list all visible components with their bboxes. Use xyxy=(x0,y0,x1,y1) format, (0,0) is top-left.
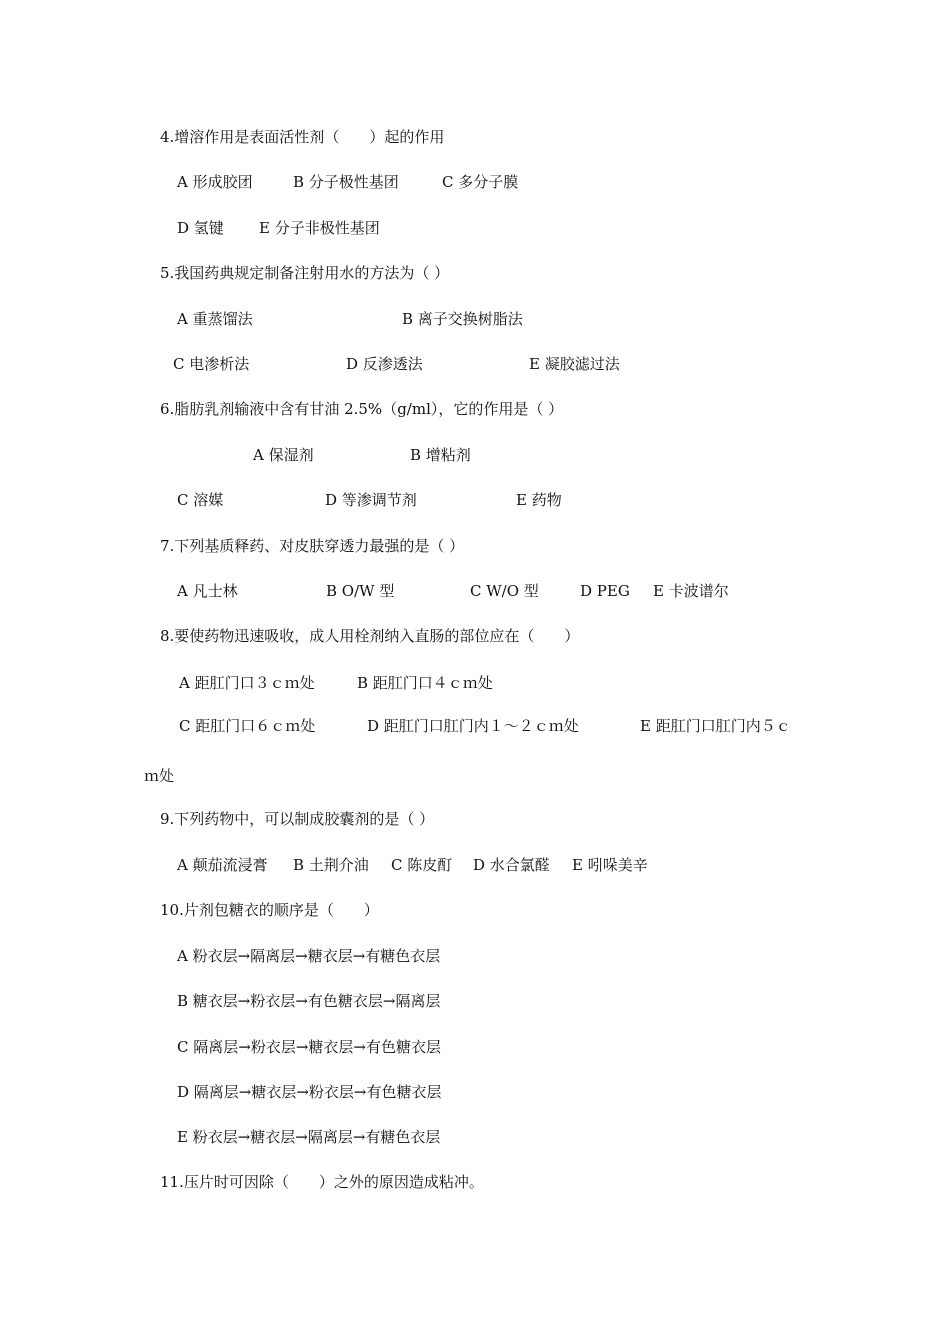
q4-option-c: C 多分子膜 xyxy=(442,173,519,191)
q9-option-d: D 水合氯醛 xyxy=(473,856,550,874)
q5-option-a: A 重蒸馏法 xyxy=(177,310,253,328)
q8-option-a: A 距肛门口３ｃｍ处 xyxy=(179,674,315,692)
q5-option-b: B 离子交换树脂法 xyxy=(402,310,523,328)
q10-option-c: C 隔离层→粉衣层→糖衣层→有色糖衣层 xyxy=(177,1038,441,1056)
question-11: 11.压片时可因除（ ）之外的原因造成粘冲。 xyxy=(160,1173,484,1191)
question-5: 5.我国药典规定制备注射用水的方法为（ ） xyxy=(160,264,450,282)
q4-option-a: A 形成胶团 xyxy=(177,173,253,191)
q6-option-b: B 增粘剂 xyxy=(410,446,471,464)
q10-option-a: A 粉衣层→隔离层→糖衣层→有糖色衣层 xyxy=(177,947,441,965)
q4-option-e: E 分子非极性基团 xyxy=(259,219,380,237)
q9-option-c: C 陈皮酊 xyxy=(391,856,453,874)
q6-option-a: A 保湿剂 xyxy=(253,446,314,464)
q6-option-c: C 溶媒 xyxy=(177,491,224,509)
q7-option-c: C W/O 型 xyxy=(470,582,539,600)
q8-option-d: D 距肛门口肛门内１～２ｃｍ处 xyxy=(367,717,579,735)
q7-option-e: E 卡波谱尔 xyxy=(653,582,729,600)
question-8: 8.要使药物迅速吸收，成人用栓剂纳入直肠的部位应在（ ） xyxy=(160,627,580,645)
q5-option-e: E 凝胶滤过法 xyxy=(529,355,620,373)
question-4: 4.增溶作用是表面活性剂（ ）起的作用 xyxy=(160,128,445,146)
q9-option-a: A 颠茄流浸膏 xyxy=(177,856,268,874)
q10-option-d: D 隔离层→糖衣层→粉衣层→有色糖衣层 xyxy=(177,1083,442,1101)
q8-option-c: C 距肛门口６ｃｍ处 xyxy=(179,717,316,735)
q4-option-b: B 分子极性基团 xyxy=(293,173,399,191)
question-6: 6.脂肪乳剂输液中含有甘油 2.5%（g/ml），它的作用是（ ） xyxy=(160,400,564,418)
q8-option-e: E 距肛门口肛门内５ｃ xyxy=(640,717,791,735)
q7-option-a: A 凡士林 xyxy=(177,582,238,600)
q5-option-c: C 电渗析法 xyxy=(173,355,250,373)
q9-option-e: E 吲哚美辛 xyxy=(572,856,648,874)
question-7: 7.下列基质释药、对皮肤穿透力最强的是（ ） xyxy=(160,537,465,555)
question-9: 9.下列药物中，可以制成胶囊剂的是（ ） xyxy=(160,810,435,828)
q6-option-d: D 等渗调节剂 xyxy=(325,491,417,509)
question-10: 10.片剂包糖衣的顺序是（ ） xyxy=(160,901,379,919)
q10-option-b: B 糖衣层→粉衣层→有色糖衣层→隔离层 xyxy=(177,992,441,1010)
q10-option-e: E 粉衣层→糖衣层→隔离层→有糖色衣层 xyxy=(177,1128,441,1146)
q8-option-e-continued: ｍ处 xyxy=(144,767,175,785)
q6-option-e: E 药物 xyxy=(516,491,562,509)
q7-option-b: B O/W 型 xyxy=(326,582,395,600)
q8-option-b: B 距肛门口４ｃｍ处 xyxy=(357,674,493,692)
q7-option-d: D PEG xyxy=(580,582,630,600)
q5-option-d: D 反渗透法 xyxy=(346,355,423,373)
q9-option-b: B 土荆介油 xyxy=(293,856,369,874)
q4-option-d: D 氢键 xyxy=(177,219,224,237)
